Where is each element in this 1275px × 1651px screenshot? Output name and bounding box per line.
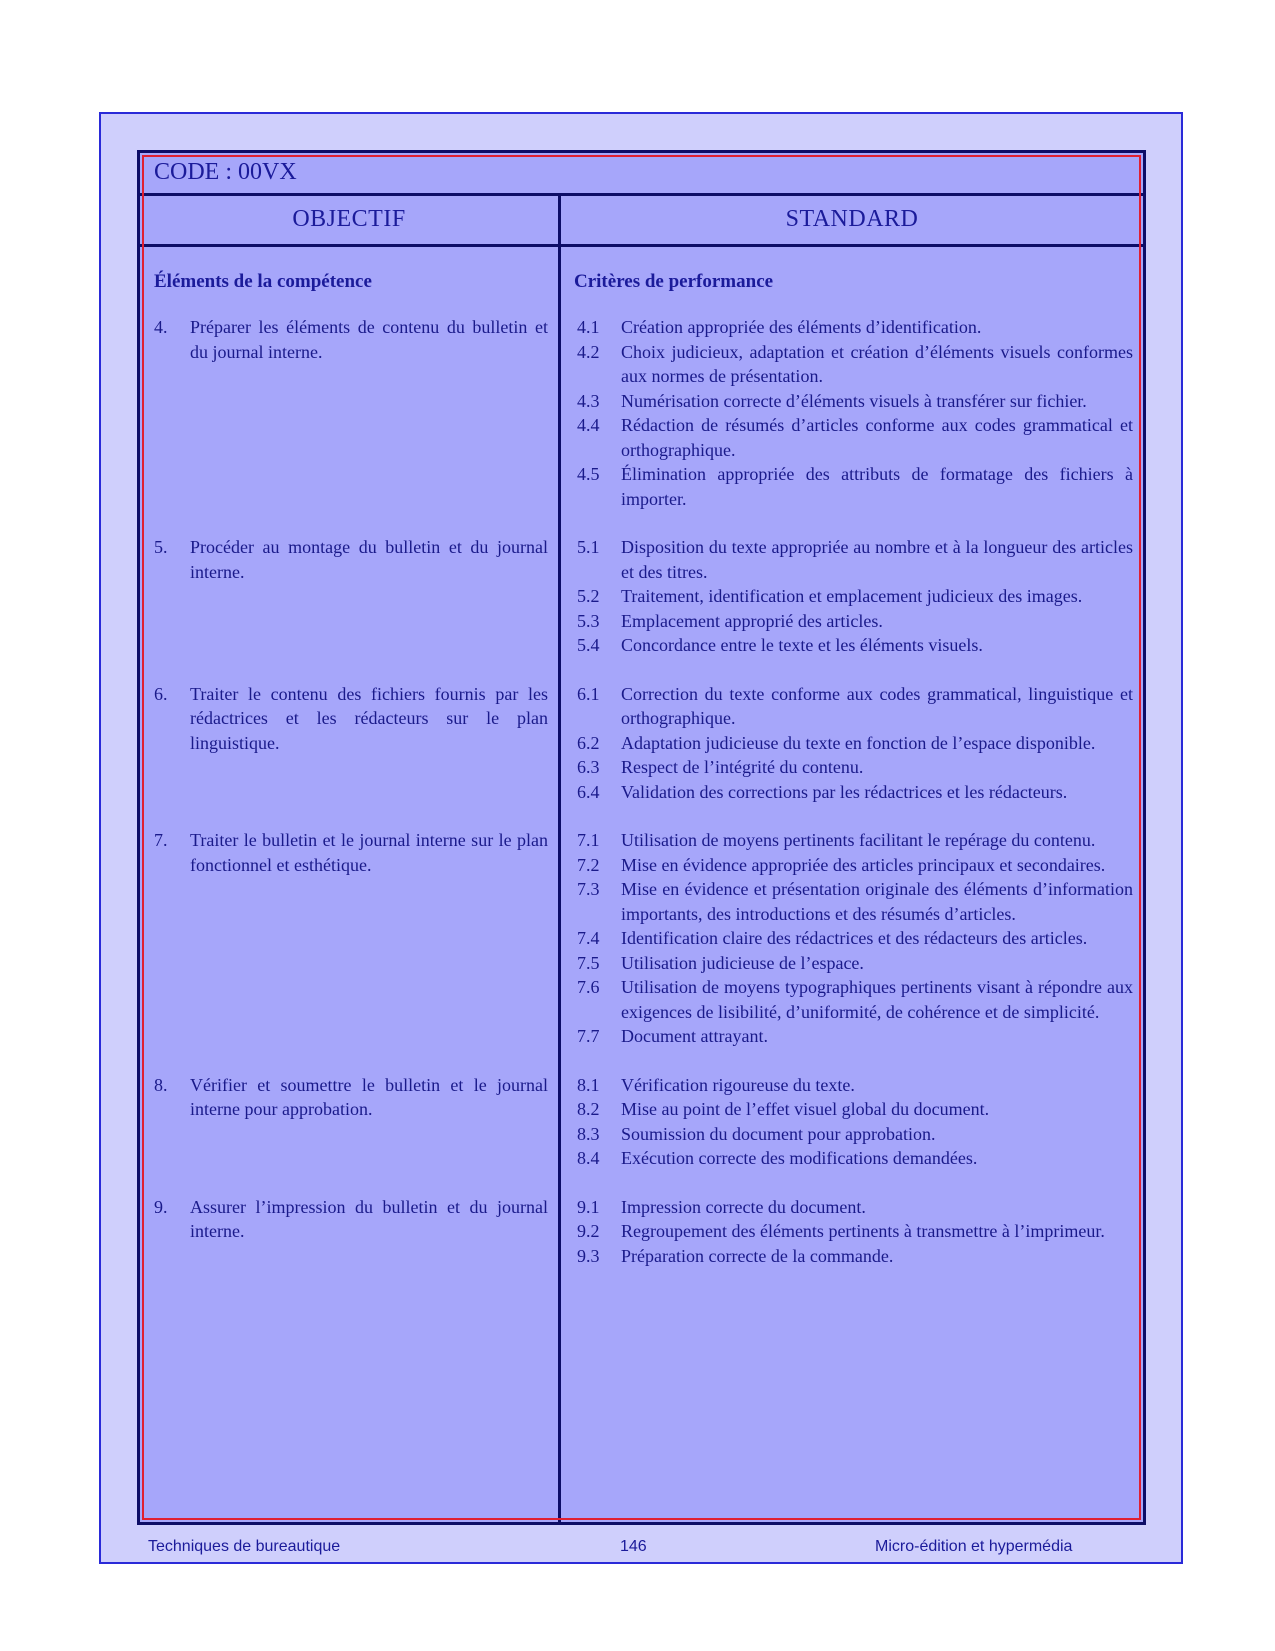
competence-table [137, 150, 1146, 1525]
criterion-text: Mise en évidence et présentation originale des éléments d’information importants, des introductions et des résumés d’articles. [621, 879, 1133, 924]
criterion-text: Numérisation correcte d’éléments visuels à transférer sur fichier. [621, 390, 1087, 411]
criterion-item [577, 877, 1133, 926]
criterion-item [577, 340, 1133, 389]
criterion-text: Rédaction de résumés d’articles conforme aux codes grammatical et orthographique. [621, 415, 1133, 460]
criteria-cell [561, 682, 1141, 805]
criterion-item [577, 926, 1133, 951]
criterion-item [577, 1219, 1133, 1244]
objective-item [154, 535, 548, 584]
objective-text: Procéder au montage du bulletin et du journal interne. [190, 537, 548, 582]
criterion-number: 7.4 [577, 928, 600, 948]
objective-text: Assurer l’impression du bulletin et du journal interne. [190, 1196, 548, 1241]
criterion-number: 7.7 [577, 1026, 600, 1046]
code-row [140, 153, 1143, 196]
criterion-number: 4.4 [577, 415, 600, 435]
criteria-cell [561, 1073, 1141, 1171]
footer-program: Techniques de bureautique [148, 1538, 341, 1555]
competence-group [140, 1073, 1143, 1171]
criterion-number: 6.2 [577, 732, 600, 753]
objective-item [154, 1195, 548, 1244]
criterion-item [577, 1122, 1133, 1147]
criterion-number: 6.1 [577, 683, 600, 704]
criterion-text: Choix judicieux, adaptation et création d’éléments visuels conformes aux normes de présentation. [621, 341, 1133, 386]
criterion-number: 6.4 [577, 781, 600, 802]
criteria-subheader: Critères de performance [574, 271, 774, 292]
objective-number: 7. [154, 830, 168, 850]
criterion-text: Respect de l’intégrité du contenu. [621, 757, 864, 777]
criterion-item [577, 633, 1133, 658]
criterion-text: Document attrayant. [621, 1026, 768, 1046]
criterion-item [577, 609, 1133, 634]
criterion-number: 5.3 [577, 610, 600, 631]
criterion-text: Traitement, identification et emplacement judicieux des images. [621, 586, 1083, 606]
criterion-text: Correction du texte conforme aux codes grammatical, linguistique et orthographique. [621, 683, 1133, 728]
objective-header: OBJECTIF [292, 206, 406, 232]
criterion-text: Disposition du texte appropriée au nombre et à la longueur des articles et des titres. [621, 537, 1133, 582]
criterion-item [577, 1073, 1133, 1098]
objective-text: Préparer les éléments de contenu du bulletin et du journal interne. [190, 317, 548, 362]
criterion-number: 5.1 [577, 537, 600, 557]
criterion-text: Création appropriée des éléments d’identification. [621, 317, 982, 337]
objective-cell [140, 1073, 558, 1171]
criterion-text: Mise en évidence appropriée des articles principaux et secondaires. [621, 854, 1106, 875]
objective-item [154, 1073, 548, 1122]
criterion-number: 4.5 [577, 464, 600, 484]
criterion-text: Mise au point de l’effet visuel global du document. [621, 1099, 990, 1119]
objective-item [154, 828, 548, 877]
criterion-item [577, 731, 1133, 756]
criterion-item [577, 1146, 1133, 1171]
criterion-item [577, 1097, 1133, 1122]
criterion-item [577, 1195, 1133, 1220]
criterion-text: Emplacement approprié des articles. [621, 610, 883, 631]
criterion-text: Concordance entre le texte et les éléments visuels. [621, 635, 983, 655]
competence-group [140, 828, 1143, 1049]
objective-number: 4. [154, 317, 168, 337]
criterion-number: 4.1 [577, 317, 600, 337]
criterion-text: Vérification rigoureuse du texte. [621, 1074, 855, 1095]
objective-cell [140, 315, 558, 511]
criterion-number: 9.3 [577, 1245, 600, 1266]
competence-group [140, 1195, 1143, 1269]
objective-number: 6. [154, 683, 168, 704]
criterion-text: Utilisation de moyens pertinents facilitant le repérage du contenu. [621, 830, 1096, 850]
table-body [140, 315, 1143, 1522]
criterion-item [577, 1244, 1133, 1269]
criterion-text: Impression correcte du document. [621, 1196, 866, 1217]
criterion-number: 8.1 [577, 1074, 600, 1095]
objective-number: 9. [154, 1196, 168, 1217]
objective-text: Vérifier et soumettre le bulletin et le journal interne pour approbation. [190, 1074, 548, 1119]
criterion-number: 4.2 [577, 341, 600, 362]
competence-group [140, 315, 1143, 511]
criterion-number: 8.4 [577, 1148, 600, 1168]
competence-group [140, 535, 1143, 658]
criterion-number: 7.3 [577, 879, 600, 899]
criterion-item [577, 315, 1133, 340]
criterion-number: 9.2 [577, 1221, 600, 1241]
criterion-number: 4.3 [577, 390, 600, 411]
objective-item [154, 315, 548, 364]
criterion-item [577, 975, 1133, 1024]
objective-cell [140, 1195, 558, 1269]
criterion-item [577, 462, 1133, 511]
header-row [140, 196, 1143, 247]
footer-page-number: 146 [620, 1538, 647, 1555]
criterion-text: Exécution correcte des modifications demandées. [621, 1148, 978, 1168]
objective-number: 8. [154, 1074, 168, 1095]
criterion-number: 5.2 [577, 586, 600, 606]
criterion-number: 8.3 [577, 1123, 600, 1144]
criteria-cell [561, 1195, 1141, 1269]
competence-group [140, 682, 1143, 805]
criterion-item [577, 682, 1133, 731]
criterion-text: Utilisation de moyens typographiques pertinents visant à répondre aux exigences de lisibilité, d’uniformité, de cohérence et de simplicité. [621, 977, 1133, 1022]
criterion-text: Soumission du document pour approbation. [621, 1123, 936, 1144]
criterion-number: 7.6 [577, 977, 600, 997]
criterion-item [577, 535, 1133, 584]
criterion-text: Élimination appropriée des attributs de formatage des fichiers à importer. [621, 464, 1133, 509]
criterion-text: Regroupement des éléments pertinents à transmettre à l’imprimeur. [621, 1221, 1105, 1241]
criterion-item [577, 389, 1133, 414]
criterion-number: 6.3 [577, 757, 600, 777]
criterion-item [577, 755, 1133, 780]
criterion-number: 9.1 [577, 1196, 600, 1217]
criterion-number: 5.4 [577, 635, 600, 655]
criteria-cell [561, 535, 1141, 658]
criterion-item [577, 1024, 1133, 1049]
criterion-number: 7.5 [577, 952, 600, 973]
criterion-item [577, 413, 1133, 462]
footer-course: Micro-édition et hypermédia [875, 1538, 1073, 1555]
criterion-text: Préparation correcte de la commande. [621, 1245, 894, 1266]
objective-item [154, 682, 548, 756]
objective-cell [140, 682, 558, 805]
criterion-number: 8.2 [577, 1099, 600, 1119]
elements-subheader: Éléments de la compétence [154, 271, 372, 292]
criteria-cell [561, 828, 1141, 1049]
objective-cell [140, 828, 558, 1049]
competence-code: CODE : 00VX [154, 159, 297, 185]
criteria-cell [561, 315, 1141, 511]
criterion-item [577, 853, 1133, 878]
objective-text: Traiter le contenu des fichiers fournis par les rédactrices et les rédacteurs sur le plan linguistique. [190, 683, 548, 753]
standard-header: STANDARD [785, 206, 919, 232]
criterion-item [577, 780, 1133, 805]
criterion-number: 7.2 [577, 854, 600, 875]
objective-number: 5. [154, 537, 168, 557]
objective-text: Traiter le bulletin et le journal interne sur le plan fonctionnel et esthétique. [190, 830, 548, 875]
criterion-number: 7.1 [577, 830, 600, 850]
criterion-text: Adaptation judicieuse du texte en fonction de l’espace disponible. [621, 732, 1096, 753]
criterion-item [577, 951, 1133, 976]
criterion-text: Utilisation judicieuse de l’espace. [621, 952, 864, 973]
criterion-item [577, 828, 1133, 853]
objective-cell [140, 535, 558, 658]
criterion-text: Validation des corrections par les rédactrices et les rédacteurs. [621, 781, 1068, 802]
criterion-item [577, 584, 1133, 609]
criterion-text: Identification claire des rédactrices et des rédacteurs des articles. [621, 928, 1088, 948]
